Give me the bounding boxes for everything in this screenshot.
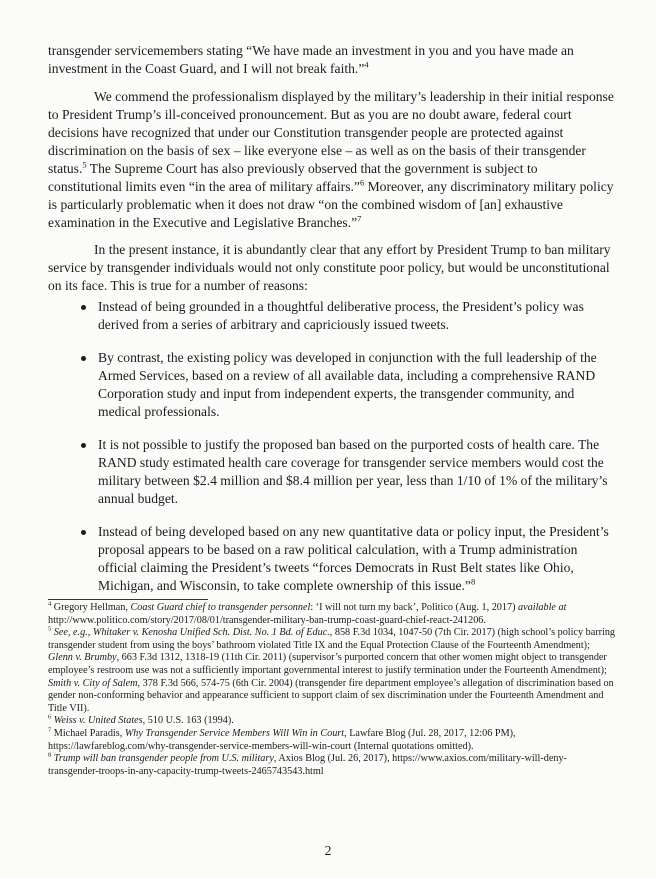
footnote-ref: 4 <box>364 59 369 70</box>
reasons-list <box>48 298 614 595</box>
bullet-icon <box>81 443 86 448</box>
footnote-4: $^4$ Gregory Hellman, Coast Guard chief to transgender personnel: ‘I will not turn my back’, Politico (Aug. 1, 2017) available at http://www.politico.com/story/2017/08/01/transgender-military-ban-trump-coast-guard-chief-react-241206. <box>48 600 567 626</box>
footnotes <box>48 602 616 778</box>
paragraph-present-instance: In the present instance, it is abundantly clear that any effort by President Trump to ban military service by transgender individuals would not only constitute poor policy, but would be unconstitutional on its face. This is true for a number of reasons: <box>48 242 611 293</box>
footnote-7: $^7$ Michael Paradis, Why Transgender Service Members Will Win in Court, Lawfare Blog (Jul. 28, 2017, 12:06 PM), https://lawfareblog.com/why-transgender-service-members-will-win-court (Internal quotations omitted). <box>48 726 516 752</box>
bullet-icon <box>81 530 86 535</box>
footnote-divider <box>48 599 208 600</box>
list-item: Instead of being grounded in a thoughtful deliberative process, the President’s policy was derived from a series of arbitrary and capriciously issued tweets. <box>48 298 614 334</box>
footnote-6: $^6$ Weiss v. United States, 510 U.S. 163 (1994). <box>48 713 234 727</box>
bullet-icon <box>81 305 86 310</box>
list-item: By contrast, the existing policy was developed in conjunction with the full leadership of the Armed Services, based on a review of all available data, including a comprehensive RAND Corporation study and input from independent experts, the transgender community, and medical professionals. <box>48 349 614 421</box>
footnote-8: $^8$ Trump will ban transgender people from U.S. military, Axios Blog (Jul. 26, 2017), https://www.axios.com/military-will-deny-transgender-troops-in-any-capacity-trump-tweets-2465743543.html <box>48 751 567 777</box>
page-number: 2 <box>324 843 332 858</box>
bullet-icon <box>81 356 86 361</box>
list-item: It is not possible to justify the proposed ban based on the purported costs of health care. The RAND study estimated health care coverage for transgender service members would cost the military between $2.4 million and $8.4 million per year, less than 1/10 of 1% of the military’s annual budget. <box>48 436 614 508</box>
footnote-ref: 8 <box>470 576 476 587</box>
paragraph-continuation: transgender servicemembers stating “We have made an investment in you and you have made an investment in the Coast Guard, and I will not break faith.”$^4$ <box>48 43 574 76</box>
footnote-ref: 5 <box>82 159 87 170</box>
list-item: Instead of being developed based on any new quantitative data or policy input, the President’s proposal appears to be based on a raw political calculation, with a Trump administration official claiming the President’s tweets “forces Democrats in Rust Belt states like Ohio, Michigan, and Wisconsin, to take complete ownership of this issue.”$^8$ <box>48 523 614 595</box>
footnote-ref: 6 <box>359 177 365 188</box>
footnote-ref: 7 <box>357 213 362 224</box>
paragraph-commend: We commend the professionalism displayed by the military’s leadership in their initial response to President Trump’s ill-conceived pronouncement. But as you are no doubt aware, federal court decisions have recognized that under our Constitution transgender people are protected against discrimination on the basis of sex – like everyone else – as well as on the basis of their transgender status.$^5$ The Supreme Court has also previously observed that the government is subject to constitutional limits even “in the area of military affairs.”$^6$ Moreover, any discriminatory military policy is particularly problematic when it does not draw “on the combined wisdom of [an] exhaustive examination in the Executive and Legislative Branches.”$^7$ <box>48 89 614 230</box>
footnote-5: $^5$ See, e.g., Whitaker v. Kenosha Unified Sch. Dist. No. 1 Bd. of Educ., 858 F.3d 1034, 1047-50 (7th Cir. 2017) (high school’s policy barring transgender student from using the boys’ bathroom violated Title IX and the Equal Protection Clause of the Fourteenth Amendment); Glenn v. Brumby, 663 F.3d 1312, 1318-19 (11th Cir. 2011) (supervisor’s purported concern that other women might object to transgender employee’s restroom use was not a sufficiently important governmental interest to justify termination under the Fourteenth Amendment); Smith v. City of Salem, 378 F.3d 566, 574-75 (6th Cir. 2004) (transgender fire department employee’s allegation of discrimination based on gender non-conforming behavior and appearance sufficient to support claim of sex discrimination under the Fourteenth Amendment and Title VII). <box>48 625 616 714</box>
letter-body <box>48 42 614 595</box>
